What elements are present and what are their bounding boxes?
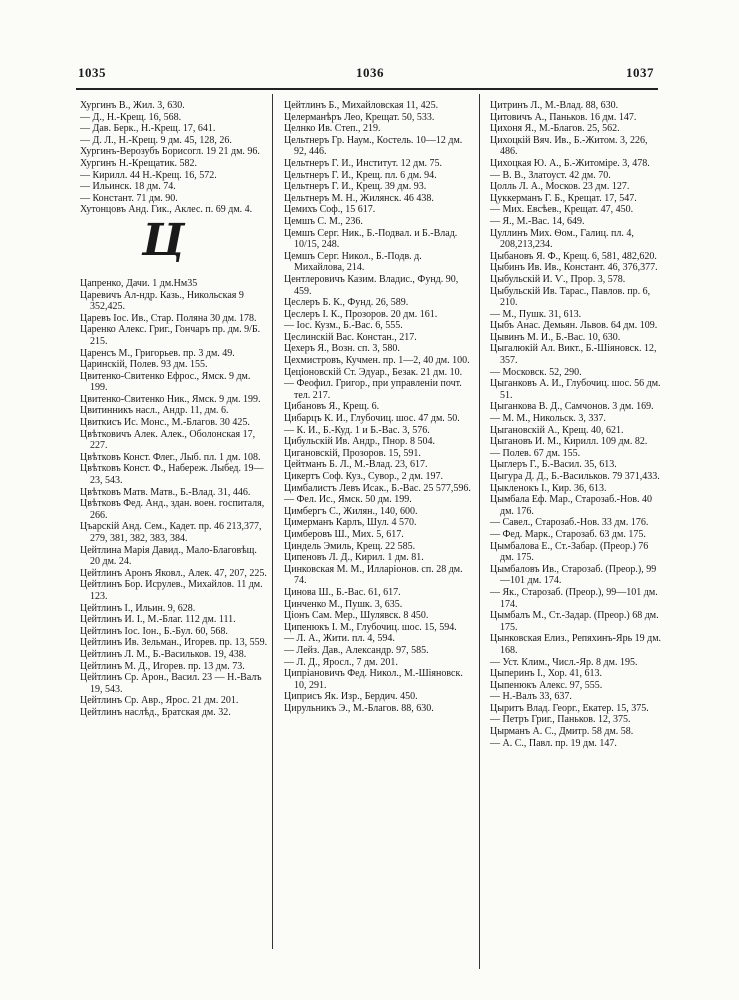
directory-entry: Цыгановъ И. М., Кирилл. 109 дм. 82. bbox=[490, 436, 648, 448]
directory-entry: Цъарскій Анд. Сем., Кадет. пр. 46 213,377, 279, 381, 382, 383, 384. bbox=[80, 521, 262, 544]
directory-entry: Цеслеръ І. К., Прозоров. 20 дм. 161. bbox=[284, 308, 438, 320]
directory-entry: — Л. А., Жити. пл. 4, 594. bbox=[284, 633, 395, 645]
directory-entry: Цыкленокъ І., Кир. 36, 613. bbox=[490, 482, 607, 494]
column-middle bbox=[284, 100, 474, 714]
directory-entry: Цеціоновскій Ст. Эдуар., Безак. 21 дм. 10. bbox=[284, 366, 463, 378]
directory-entry: — Д. Л., Н.-Крещ. 9 дм. 45, 128, 26. bbox=[80, 134, 232, 146]
directory-entry: Цейтлинъ Ср. Арон., Васил. 23 — Н.-Валъ 19, 543. bbox=[80, 672, 262, 695]
directory-entry: Цимерманъ Карлъ, Шул. 4 570. bbox=[284, 517, 417, 529]
directory-entry: Цейтлинъ М. Д., Игорев. пр. 13 дм. 73. bbox=[80, 660, 245, 672]
directory-entry: Цыгура Д. Д., Б.-Васильков. 79 371,433. bbox=[490, 471, 660, 482]
directory-entry: Цехеръ Я., Возн. сп. 3, 580. bbox=[284, 343, 400, 355]
directory-entry: Цитринъ Л., М.-Влад. 88, 630. bbox=[490, 100, 619, 111]
directory-entry: Цымбалъ М., Ст.-Задар. (Преор.) 68 дм. 175. bbox=[490, 610, 659, 633]
directory-entry: Царенко Алекс. Григ., Гончаръ пр. дм. 9/Б. 215. bbox=[80, 324, 261, 347]
directory-entry: — Полев. 67 дм. 155. bbox=[490, 447, 581, 459]
directory-entry: — Феофил. Григор., при управленіи почт. тел. 217. bbox=[284, 378, 462, 401]
entry-list bbox=[490, 100, 662, 749]
directory-entry: Цельтнеръ Г. И., Институт. 12 дм. 75. bbox=[284, 157, 443, 169]
directory-entry: Цымбаловъ Ив., Старозаб. (Преор.), 99—101 дм. 174. bbox=[490, 563, 657, 587]
directory-entry: Цельтнеръ Гр. Наум., Костель. 10—12 дм. 92, 446. bbox=[284, 134, 463, 158]
directory-entry: Цыбъ Анас. Демьян. Львов. 64 дм. 109. bbox=[490, 320, 658, 332]
directory-entry: Цемихъ Соф., 15 617. bbox=[284, 204, 376, 216]
directory-entry: Цибульскій Ив. Андр., Пнор. 8 504. bbox=[284, 436, 435, 448]
directory-entry: — Ильинск. 18 дм. 74. bbox=[80, 181, 176, 193]
directory-entry: Цейтлина Марія Давид., Мало-Благовѣщ. 20 дм. 24. bbox=[80, 544, 257, 568]
directory-entry: Цейтлинъ наслѣд., Братская дм. 32. bbox=[80, 706, 231, 718]
directory-entry: — Констант. 71 дм. 90. bbox=[80, 192, 178, 204]
directory-entry: — М., Пушк. 31, 613. bbox=[490, 308, 582, 320]
directory-entry: Цыганкова В. Д., Самчонов. 3 дм. 169. bbox=[490, 401, 654, 413]
directory-entry: — Д., Н.-Крещ. 16, 568. bbox=[80, 111, 182, 123]
directory-entry: Цымбалова Е., Ст.-Забар. (Преор.) 76 дм. 175. bbox=[490, 540, 649, 564]
directory-entry: Цейтлинъ Ср. Авр., Ярос. 21 дм. 201. bbox=[80, 695, 239, 707]
directory-entry: Центлеровичъ Казим. Владис., Фунд. 90, 459. bbox=[284, 273, 459, 297]
directory-entry: Цимбалистъ Левъ Исак., Б.-Вас. 25 577,596. bbox=[284, 482, 471, 494]
directory-entry: Цыритъ Влад. Георг., Екатер. 15, 375. bbox=[490, 702, 649, 714]
directory-entry: Цейтлинъ И. І., М.-Благ. 112 дм. 111. bbox=[80, 614, 236, 626]
directory-entry: Цейтлинъ Іос. Іон., Б.-Бул. 60, 568. bbox=[80, 625, 228, 637]
directory-entry: Хургинъ Н.-Крещатик. 582. bbox=[80, 157, 197, 169]
directory-entry: Цыбановъ Я. Ф., Крещ. 6, 581, 482,620. bbox=[490, 250, 657, 262]
directory-entry: Цыбульскій И. Ѵ., Прор. 3, 578. bbox=[490, 273, 626, 285]
directory-entry: Цемшъ Серг. Ник., Б.-Подвал. и Б.-Влад. 10/15, 248. bbox=[284, 227, 458, 251]
directory-entry: Цыперинъ І., Хор. 41, 613. bbox=[490, 668, 603, 680]
directory-entry: Цвитенко-Свитенко Ник., Ямск. 9 дм. 199. bbox=[80, 393, 261, 405]
directory-entry: Цикертъ Соф. Куз., Сувор., 2 дм. 197. bbox=[284, 471, 444, 482]
directory-entry: Ципріановичъ Фед. Никол., М.-Шіяновск. 10, 291. bbox=[284, 668, 463, 691]
directory-entry: Цвѣтковъ Матв. Матв., Б.-Влад. 31, 446. bbox=[80, 486, 251, 498]
directory-entry: Цимбергъ С., Жилян., 140, 600. bbox=[284, 505, 418, 517]
directory-entry: Цельтнеръ М. Н., Жилянск. 46 438. bbox=[284, 192, 434, 204]
directory-entry: — Я., М.-Вас. 14, 649. bbox=[490, 215, 585, 227]
directory-entry: Цинковская М. М., Илларіонов. сп. 28 дм. 74. bbox=[284, 563, 463, 587]
directory-entry: Цвитенко-Свитенко Ефрос., Ямск. 9 дм. 199. bbox=[80, 370, 251, 394]
directory-entry: Цвѣтковичъ Алек. Алек., Оболонская 17, 227. bbox=[80, 428, 256, 452]
directory-entry: Цейтлинъ Бор. Исрулев., Михайлов. 11 дм. 123. bbox=[80, 579, 263, 602]
directory-entry: Цинченко М., Пушк. 3, 635. bbox=[284, 598, 403, 610]
directory-entry: Цырманъ А. С., Дмитр. 58 дм. 58. bbox=[490, 726, 634, 738]
directory-entry: Цихоня Я., М.-Благов. 25, 562. bbox=[490, 123, 620, 135]
directory-entry: Цейтлинъ Ив. Зельман., Игорев. пр. 13, 559. bbox=[80, 637, 268, 649]
directory-entry: — Уст. Клим., Числ.-Яр. 8 дм. 195. bbox=[490, 656, 638, 668]
directory-entry: Цвитинникъ насл., Андр. 11, дм. 6. bbox=[80, 405, 229, 417]
directory-entry: Цуллинъ Мих. Ѳом., Галиц. пл. 4, 208,213,234. bbox=[490, 227, 634, 251]
directory-entry: Цвиткисъ Ис. Монс., М.-Благов. 30 425. bbox=[80, 417, 250, 429]
directory-entry: Цитовичъ А., Паньков. 16 дм. 147. bbox=[490, 111, 637, 123]
directory-entry: Цыганковъ А. И., Глубочиц. шос. 56 дм. 51. bbox=[490, 378, 661, 401]
directory-entry: Цеслеръ Б. К., Фунд. 26, 589. bbox=[284, 297, 409, 309]
section-letter: Ц bbox=[142, 214, 185, 266]
directory-entry: Царенсъ М., Григорьев. пр. 3 дм. 49. bbox=[80, 347, 235, 359]
directory-entry: Царевъ Іос. Ив., Стар. Поляна 30 дм. 178. bbox=[80, 312, 257, 324]
directory-entry: — М. М., Никольск. 3, 337. bbox=[490, 413, 606, 425]
page-number-left: 1035 bbox=[78, 65, 106, 80]
column-right bbox=[490, 100, 662, 749]
directory-entry: Цейтлинъ Б., Михайловская 11, 425. bbox=[284, 100, 439, 111]
directory-entry: — Савел., Старозаб.-Нов. 33 дм. 176. bbox=[490, 517, 649, 529]
directory-entry: Цинова Ш., Б.-Вас. 61, 617. bbox=[284, 586, 401, 598]
directory-entry: Цигановскій, Прозоров. 15, 591. bbox=[284, 447, 421, 459]
directory-entry: Цейтлинъ І., Ильин. 9, 628. bbox=[80, 602, 196, 614]
directory-entry: Цыгановскій А., Крещ. 40, 621. bbox=[490, 424, 624, 436]
directory-entry: Цихоцкая Ю. А., Б.-Житоміре. 3, 478. bbox=[490, 157, 650, 169]
directory-entry: Царевичъ Ал-ндр. Казь., Никольская 9 352,425. bbox=[80, 289, 244, 313]
page-number-center: 1036 bbox=[356, 65, 384, 80]
directory-entry: Царинскій, Полев. 93 дм. 155. bbox=[80, 359, 208, 371]
page-number-right: 1037 bbox=[626, 65, 654, 80]
directory-entry: Цехмистровъ, Кучмен. пр. 1—2, 40 дм. 100. bbox=[284, 355, 470, 367]
directory-entry: — Як., Старозаб. (Преор.), 99—101 дм. 174. bbox=[490, 586, 658, 610]
directory-entry: — Іос. Кузм., Б.-Вас. 6, 555. bbox=[284, 320, 403, 332]
directory-entry: Цемшъ Серг. Никол., Б.-Подв. д. Михайлова, 214. bbox=[284, 250, 422, 274]
column-left bbox=[80, 100, 268, 719]
directory-entry: Цвѣтковъ Конст. Флег., Лыб. пл. 1 дм. 108. bbox=[80, 451, 261, 463]
directory-entry: Цеслинскій Вас. Констан., 217. bbox=[284, 331, 417, 343]
directory-entry: Целнко Ив. Степ., 219. bbox=[284, 123, 381, 135]
directory-entry: Цынковская Елиз., Репяхинъ-Ярь 19 дм. 168. bbox=[490, 633, 662, 656]
directory-entry: Цолль Л. А., Москов. 23 дм. 127. bbox=[490, 181, 630, 193]
directory-entry: — В. В., Златоуст. 42 дм. 70. bbox=[490, 169, 611, 181]
directory-entry: Циндель Эмиль, Крещ. 22 585. bbox=[284, 540, 416, 552]
directory-entry: — Кирилл. 44 Н.-Крещ. 16, 572. bbox=[80, 169, 217, 181]
directory-entry: Цыглеръ Г., Б.-Васил. 35, 613. bbox=[490, 459, 617, 471]
entry-list bbox=[80, 278, 268, 719]
entry-list bbox=[284, 100, 474, 714]
directory-entry: Цуккерманъ Г. Б., Крещат. 17, 547. bbox=[490, 192, 637, 204]
directory-entry: Хургинъ-Верозубъ Борисогл. 19 21 дм. 96. bbox=[80, 146, 260, 158]
directory-entry: Цирульникъ Э., М.-Благов. 88, 630. bbox=[284, 702, 434, 714]
directory-entry: — Дав. Берк., Н.-Крещ. 17, 641. bbox=[80, 123, 216, 135]
directory-entry: Цимберовъ Ш., Мих. 5, 617. bbox=[284, 528, 404, 540]
directory-entry: Цапренко, Дачи. 1 дм.Нм35 bbox=[80, 277, 198, 289]
directory-entry: Цвѣтковъ Фед. Анд., здан. воен. госпиталя, 266. bbox=[80, 498, 265, 521]
directory-entry: Цыпенюкъ Алекс. 97, 555. bbox=[490, 679, 603, 691]
directory-entry: Хутонцовъ Анд. Гик., Аклес. п. 69 дм. 4. bbox=[80, 204, 253, 216]
directory-entry: — Фед. Марк., Старозаб. 63 дм. 175. bbox=[490, 528, 646, 540]
directory-entry: Цейтлинъ Аронъ Яковл., Алек. 47, 207, 225. bbox=[80, 567, 267, 579]
directory-entry: Цельтнеръ Г. И., Крещ. 39 дм. 93. bbox=[284, 181, 427, 193]
directory-entry: Цымбала Еф. Мар., Старозаб.-Нов. 40 дм. 176. bbox=[490, 494, 652, 517]
directory-entry: — Л. Д., Яросл., 7 дм. 201. bbox=[284, 656, 398, 668]
directory-entry: Цемшъ С. М., 236. bbox=[284, 215, 363, 227]
directory-entry: Циприсъ Як. Изр., Бердич. 450. bbox=[284, 691, 418, 703]
directory-entry: Цыгалюкій Ал. Викт., Б.-Шіяновск. 12, 357. bbox=[490, 343, 657, 367]
header-rule bbox=[76, 88, 658, 90]
directory-entry: — К. И., Б.-Куд. 1 и Б.-Вас. 3, 576. bbox=[284, 424, 430, 436]
directory-entry: Цибарцъ К. И., Глубочиц. шос. 47 дм. 50. bbox=[284, 413, 460, 425]
directory-entry: Цыбинъ Ив. Ив., Констант. 46, 376,377. bbox=[490, 262, 658, 274]
directory-entry: — А. С., Павл. пр. 19 дм. 147. bbox=[490, 737, 617, 749]
directory-entry: Цыбульскій Ив. Тарас., Павлов. пр. 6, 210. bbox=[490, 285, 651, 309]
directory-entry: — Московск. 52, 290. bbox=[490, 366, 582, 378]
directory-entry: Ципеновъ Л. Д., Кирил. 1 дм. 81. bbox=[284, 552, 424, 564]
directory-entry: Ціонъ Сам. Мер., Шулявск. 8 450. bbox=[284, 610, 429, 622]
directory-entry: — Лейз. Дав., Александр. 97, 585. bbox=[284, 644, 429, 656]
directory-entry: — Фел. Ис., Ямск. 50 дм. 199. bbox=[284, 494, 412, 506]
directory-entry: — Петръ Григ., Паньков. 12, 375. bbox=[490, 714, 631, 726]
entry-list bbox=[80, 100, 268, 216]
directory-entry: Ципенюкъ І. М., Глубочиц. шос. 15, 594. bbox=[284, 621, 457, 633]
directory-entry: Цейтлинъ Л. М., Б.-Васильков. 19, 438. bbox=[80, 648, 247, 660]
directory-entry: Цельтнеръ Г. И., Крещ. пл. 6 дм. 94. bbox=[284, 169, 437, 181]
directory-entry: — Мих. Евсѣев., Крещат. 47, 450. bbox=[490, 204, 634, 216]
directory-entry: Целерманѣръ Лео, Крещат. 50, 533. bbox=[284, 111, 435, 123]
directory-entry: Цейтманъ Б. Л., М.-Влад. 23, 617. bbox=[284, 459, 428, 471]
column-divider bbox=[479, 94, 480, 969]
column-divider bbox=[272, 94, 273, 949]
directory-entry: Цибановъ Я., Крещ. 6. bbox=[284, 401, 380, 413]
directory-entry: — Н.-Валъ 33, 637. bbox=[490, 691, 572, 703]
directory-entry: Цывинъ М. И., Б.-Вас. 10, 630. bbox=[490, 331, 621, 343]
directory-entry: Цихоцкій Вяч. Ив., Б.-Житом. 3, 226, 486. bbox=[490, 134, 648, 158]
directory-entry: Хургинъ В., Жил. 3, 630. bbox=[80, 100, 185, 111]
directory-entry: Цвѣтковъ Конст. Ф., Набереж. Лыбед. 19—23, 543. bbox=[80, 463, 264, 487]
